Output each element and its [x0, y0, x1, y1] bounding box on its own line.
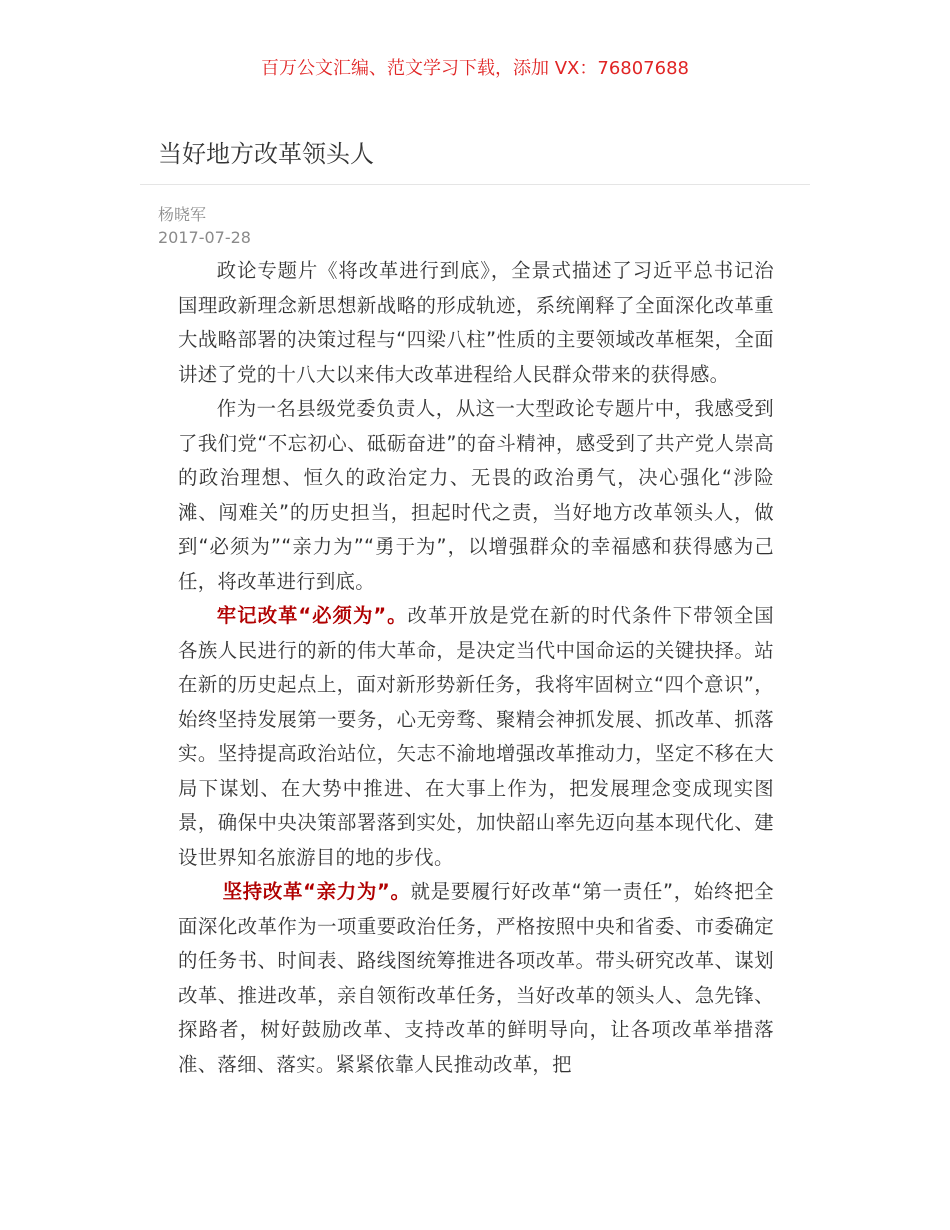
- paragraph-text: 作为一名县级党委负责人，从这一大型政论专题片中，我感受到了我们党“不忘初心、砥砺奋进”的奋斗精神，感受到了共产党人崇高的政治理想、恒久的政治定力、无畏的政治勇气，决心强化“涉险滩、闯难关”的历史担当，担起时代之责，当好地方改革领头人，做到“必须为”“亲力为”“勇于为”，以增强群众的幸福感和获得感为己任，将改革进行到底。: [178, 397, 774, 593]
- paragraph-text: 就是要履行好改革“第一责任”，始终把全面深化改革作为一项重要政治任务，严格按照中央和省委、市委确定的任务书、时间表、路线图统筹推进各项改革。带头研究改革、谋划改革、推进改革，亲自领衔改革任务，当好改革的领头人、急先锋、探路者，树好鼓励改革、支持改革的鲜明导向，让各项改革举措落准、落细、落实。紧紧依靠人民推动改革，把: [178, 880, 774, 1076]
- title-divider: [140, 184, 810, 185]
- paragraph-text: 政论专题片《将改革进行到底》，全景式描述了习近平总书记治国理政新理念新思想新战略的形成轨迹，系统阐释了全面深化改革重大战略部署的决策过程与“四梁八柱”性质的主要领域改革框架，全面讲述了党的十八大以来伟大改革进程给人民群众带来的获得感。: [178, 259, 774, 386]
- paragraph-lead: 牢记改革“必须为”。: [216, 604, 408, 627]
- article-title: 当好地方改革领头人: [158, 140, 374, 168]
- article-paragraph: [178, 875, 774, 1082]
- promo-banner: 百万公文汇编、范文学习下载，添加 VX：76807688: [261, 58, 689, 79]
- article-paragraph: [178, 392, 774, 599]
- article-author: 杨晓军: [158, 205, 207, 224]
- paragraph-lead: 坚持改革“亲力为”。: [222, 880, 411, 903]
- article-date: 2017-07-28: [158, 228, 251, 247]
- article-body: [178, 254, 774, 1082]
- article-paragraph: [178, 599, 774, 875]
- paragraph-text: 改革开放是党在新的时代条件下带领全国各族人民进行的新的伟大革命，是决定当代中国命运的关键抉择。站在新的历史起点上，面对新形势新任务，我将牢固树立“四个意识”，始终坚持发展第一要务，心无旁骛、聚精会神抓发展、抓改革、抓落实。坚持提高政治站位，矢志不渝地增强改革推动力，坚定不移在大局下谋划、在大势中推进、在大事上作为，把发展理念变成现实图景，确保中央决策部署落到实处，加快韶山率先迈向基本现代化、建设世界知名旅游目的地的步伐。: [178, 604, 774, 869]
- article-paragraph: [178, 254, 774, 392]
